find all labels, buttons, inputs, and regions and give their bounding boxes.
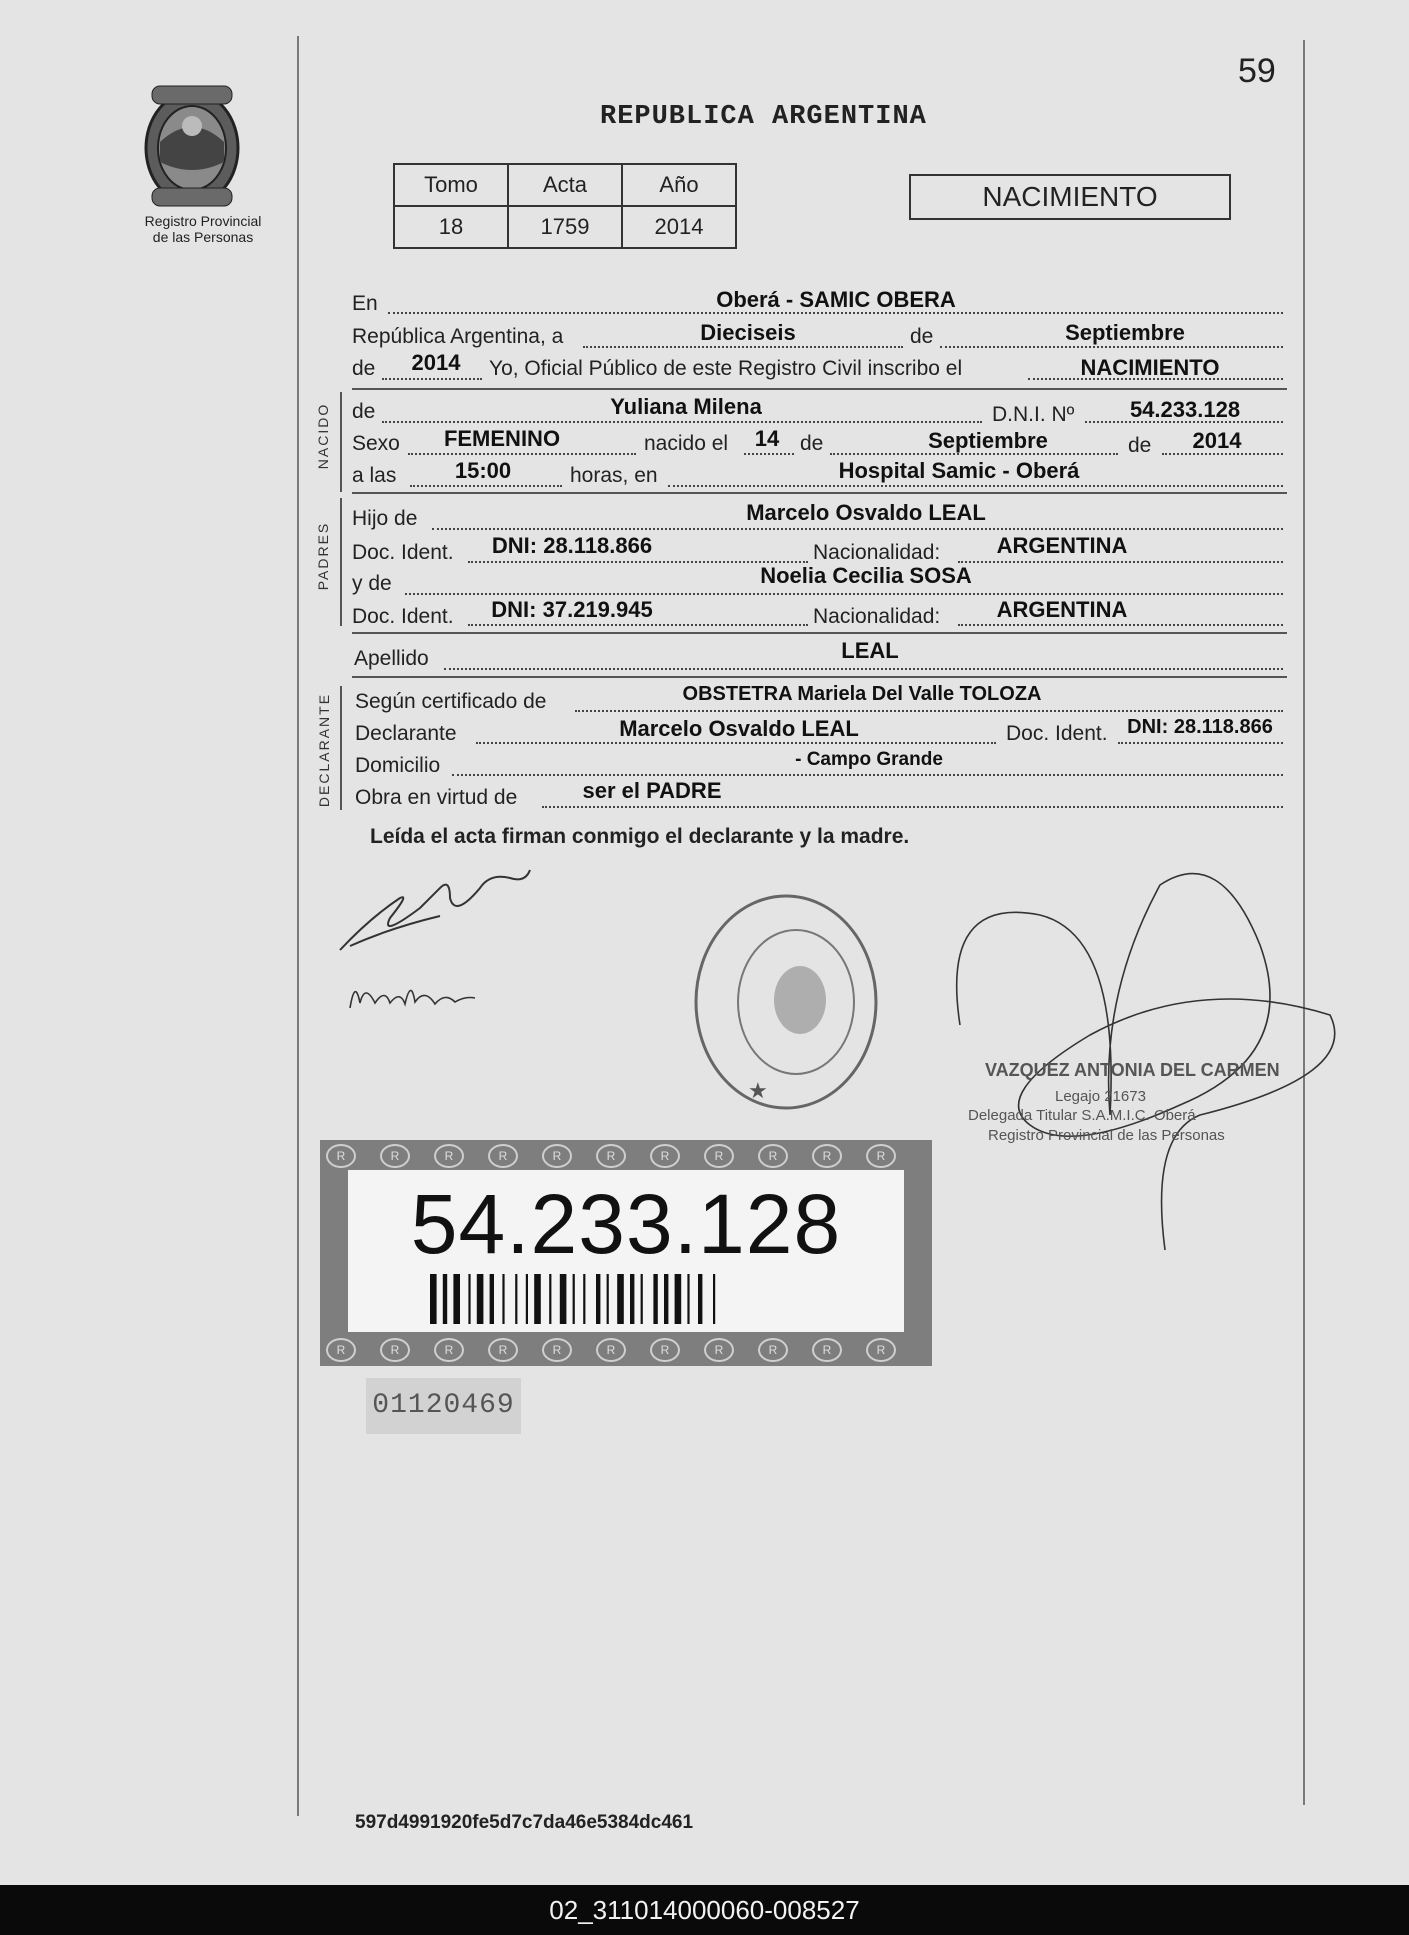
official-cargo-stamp: Delegada Titular S.A.M.I.C. Oberá	[968, 1107, 1196, 1124]
r-pattern-icon: R	[650, 1338, 680, 1362]
declarante-bracket	[340, 686, 342, 810]
r-pattern-icon: R	[704, 1338, 734, 1362]
r-pattern-icon: R	[596, 1338, 626, 1362]
barcode-bar	[477, 1274, 484, 1324]
barcode-bar	[641, 1274, 643, 1324]
closing-statement: Leída el acta firman conmigo el declarante y la madre.	[370, 825, 910, 848]
barcode-bar	[617, 1274, 624, 1324]
y-de-label: y de	[352, 572, 392, 595]
dotted-line	[382, 378, 482, 380]
dotted-line	[410, 485, 562, 487]
barcode-bar	[534, 1274, 541, 1324]
domicilio-label: Domicilio	[355, 754, 441, 777]
mes-value: Septiembre	[1065, 320, 1185, 345]
barcode-bar	[630, 1274, 634, 1324]
barcode-bar	[698, 1274, 702, 1324]
r-pattern-icon: R	[326, 1338, 356, 1362]
anio-inscripcion-value: 2014	[411, 350, 461, 375]
segun-certificado-label: Según certificado de	[355, 690, 547, 713]
r-pattern-icon: R	[488, 1338, 518, 1362]
barcode-bar	[713, 1274, 715, 1324]
barcode-bar	[443, 1274, 447, 1324]
barcode-bar	[490, 1274, 494, 1324]
official-registro-stamp: Registro Provincial de las Personas	[988, 1127, 1225, 1144]
barcode-bar	[526, 1274, 528, 1324]
declarante-doc-value: DNI: 28.118.866	[1127, 716, 1273, 738]
dni-value: 54.233.128	[1129, 397, 1241, 422]
barcode-bar	[583, 1274, 585, 1324]
value-anio: 2014	[622, 206, 736, 248]
barcode-bar	[653, 1274, 657, 1324]
r-pattern-icon: R	[704, 1144, 734, 1168]
lugar-inscripcion-value: Oberá - SAMIC OBERA	[716, 287, 956, 312]
horas-en-label: horas, en	[570, 464, 658, 487]
id-barcode-label	[320, 1140, 932, 1366]
nacido-el-label: nacido el	[644, 432, 729, 455]
doc-ident-label: Doc. Ident.	[352, 605, 454, 628]
barcode-bar	[515, 1274, 517, 1324]
padres-bracket	[340, 498, 342, 626]
de-label: de	[910, 325, 934, 348]
value-acta: 1759	[508, 206, 622, 248]
official-legajo-stamp: Legajo 21673	[1055, 1088, 1146, 1105]
r-pattern-icon: R	[488, 1144, 518, 1168]
logo-caption	[118, 213, 288, 245]
logo-caption-line1: Registro Provincial	[144, 213, 262, 229]
dotted-line	[575, 710, 1283, 712]
r-pattern-icon: R	[326, 1144, 356, 1168]
dotted-line	[444, 668, 1283, 670]
republica-label: República Argentina, a	[352, 325, 564, 348]
barcode-number: 54.233.128	[410, 1177, 842, 1271]
mes-nacimiento-value: Septiembre	[928, 428, 1048, 453]
doc-ident-label: Doc. Ident.	[1006, 722, 1108, 745]
nombre-value: Yuliana Milena	[610, 394, 762, 419]
a-las-label: a las	[352, 464, 397, 487]
header-anio: Año	[622, 164, 736, 206]
dotted-line	[958, 561, 1283, 563]
barcode-panel	[348, 1170, 904, 1332]
r-pattern-icon: R	[380, 1144, 410, 1168]
dotted-line	[668, 485, 1283, 487]
dotted-line	[542, 806, 1283, 808]
declarante-label: Declarante	[355, 722, 457, 745]
section-separator	[352, 388, 1287, 390]
dotted-line	[476, 742, 996, 744]
serial-number: 01120469	[366, 1378, 521, 1434]
barcode-bar	[675, 1274, 682, 1324]
hijo-de-label: Hijo de	[352, 507, 418, 530]
dotted-line	[468, 624, 808, 626]
r-pattern-icon: R	[866, 1144, 896, 1168]
r-pattern-icon: R	[758, 1144, 788, 1168]
barcode-bar	[560, 1274, 567, 1324]
madre-doc-value: DNI: 37.219.945	[491, 597, 653, 622]
padre-nacionalidad-value: ARGENTINA	[996, 533, 1128, 558]
section-separator	[352, 676, 1287, 678]
dni-label: D.N.I. Nº	[992, 403, 1075, 426]
r-pattern-icon: R	[596, 1144, 626, 1168]
header-tomo: Tomo	[394, 164, 508, 206]
barcode-bar	[430, 1274, 437, 1324]
apellido-label: Apellido	[354, 647, 429, 670]
dotted-line	[432, 528, 1283, 530]
lugar-nacimiento-value: Hospital Samic - Oberá	[838, 458, 1080, 483]
padre-doc-value: DNI: 28.118.866	[491, 533, 653, 558]
barcode-bar	[502, 1274, 504, 1324]
r-pattern-icon: R	[542, 1338, 572, 1362]
de-label: de	[800, 432, 824, 455]
r-pattern-icon: R	[812, 1144, 842, 1168]
registry-stamp	[688, 878, 888, 1138]
madre-nombre-value: Noelia Cecilia SOSA	[760, 563, 972, 588]
logo-caption-line2: de las Personas	[152, 229, 254, 245]
r-pattern-icon: R	[812, 1338, 842, 1362]
r-pattern-icon: R	[434, 1144, 464, 1168]
obra-value: ser el PADRE	[582, 778, 722, 803]
tomo-acta-anio-table	[393, 163, 737, 249]
r-pattern-icon: R	[542, 1144, 572, 1168]
dotted-line	[958, 624, 1283, 626]
page-number: 59	[1238, 52, 1276, 90]
madre-signature	[345, 968, 485, 1018]
r-pattern-icon: R	[380, 1338, 410, 1362]
dotted-line	[468, 561, 808, 563]
barcode-bar	[549, 1274, 551, 1324]
value-tomo: 18	[394, 206, 508, 248]
barcode-bar	[468, 1274, 470, 1324]
r-pattern-icon: R	[758, 1338, 788, 1362]
anio-nacimiento-value: 2014	[1192, 428, 1242, 453]
inscribo-value: NACIMIENTO	[1080, 355, 1220, 380]
dotted-line	[408, 453, 636, 455]
domicilio-value: - Campo Grande	[795, 749, 943, 770]
doc-ident-label: Doc. Ident.	[352, 541, 454, 564]
dotted-line	[583, 346, 903, 348]
de2-label: de	[352, 357, 376, 380]
nacido-bracket	[340, 392, 342, 492]
nacido-section-label: NACIDO	[315, 402, 331, 470]
svg-text:★: ★	[748, 1078, 768, 1103]
declarante-section-label: DECLARANTE	[316, 692, 332, 808]
de-label: de	[1128, 434, 1152, 457]
dotted-line	[940, 346, 1283, 348]
barcode-bar	[596, 1274, 600, 1324]
sexo-label: Sexo	[352, 432, 400, 455]
barcode-bar	[453, 1274, 460, 1324]
barcode-bar	[573, 1274, 575, 1324]
document-title: REPUBLICA ARGENTINA	[600, 102, 927, 132]
padre-nombre-value: Marcelo Osvaldo LEAL	[746, 500, 986, 525]
de-label: de	[352, 400, 376, 423]
nacionalidad-label: Nacionalidad:	[813, 541, 941, 564]
nacionalidad-label: Nacionalidad:	[813, 605, 941, 628]
apellido-value: LEAL	[841, 638, 899, 663]
padres-section-label: PADRES	[315, 521, 331, 591]
barcode-bar	[664, 1274, 668, 1324]
dia-nacimiento-value: 14	[754, 426, 780, 451]
official-name-stamp: VAZQUEZ ANTONIA DEL CARMEN	[985, 1060, 1280, 1080]
dotted-line	[382, 421, 982, 423]
hora-value: 15:00	[454, 458, 512, 483]
sexo-value: FEMENINO	[443, 426, 561, 451]
r-pattern-icon: R	[650, 1144, 680, 1168]
record-type-box: NACIMIENTO	[909, 174, 1231, 220]
yo-oficial-text: Yo, Oficial Público de este Registro Civil inscribo el	[489, 357, 963, 380]
dia-value: Dieciseis	[700, 320, 796, 345]
dotted-line	[452, 774, 1283, 776]
barcode-bars	[430, 1274, 820, 1324]
dotted-line	[744, 453, 794, 455]
document-hash: 597d4991920fe5d7c7da46e5384dc461	[355, 1812, 694, 1833]
barcode-bar	[687, 1274, 689, 1324]
declarante-value: Marcelo Osvaldo LEAL	[619, 716, 859, 741]
obra-en-virtud-label: Obra en virtud de	[355, 786, 518, 809]
declarante-signature	[330, 858, 540, 958]
file-identifier-bar: 02_311014000060-008527	[0, 1885, 1409, 1935]
section-separator	[352, 492, 1287, 494]
en-label: En	[352, 292, 378, 315]
certificado-value: OBSTETRA Mariela Del Valle TOLOZA	[682, 683, 1042, 705]
dotted-line	[405, 593, 1283, 595]
r-pattern-icon: R	[434, 1338, 464, 1362]
left-margin-line	[297, 36, 299, 1816]
r-pattern-icon: R	[866, 1338, 896, 1362]
madre-nacionalidad-value: ARGENTINA	[996, 597, 1128, 622]
header-acta: Acta	[508, 164, 622, 206]
barcode-bar	[607, 1274, 609, 1324]
dotted-line	[1118, 742, 1283, 744]
misiones-seal-logo	[138, 82, 246, 210]
section-separator	[352, 632, 1287, 634]
